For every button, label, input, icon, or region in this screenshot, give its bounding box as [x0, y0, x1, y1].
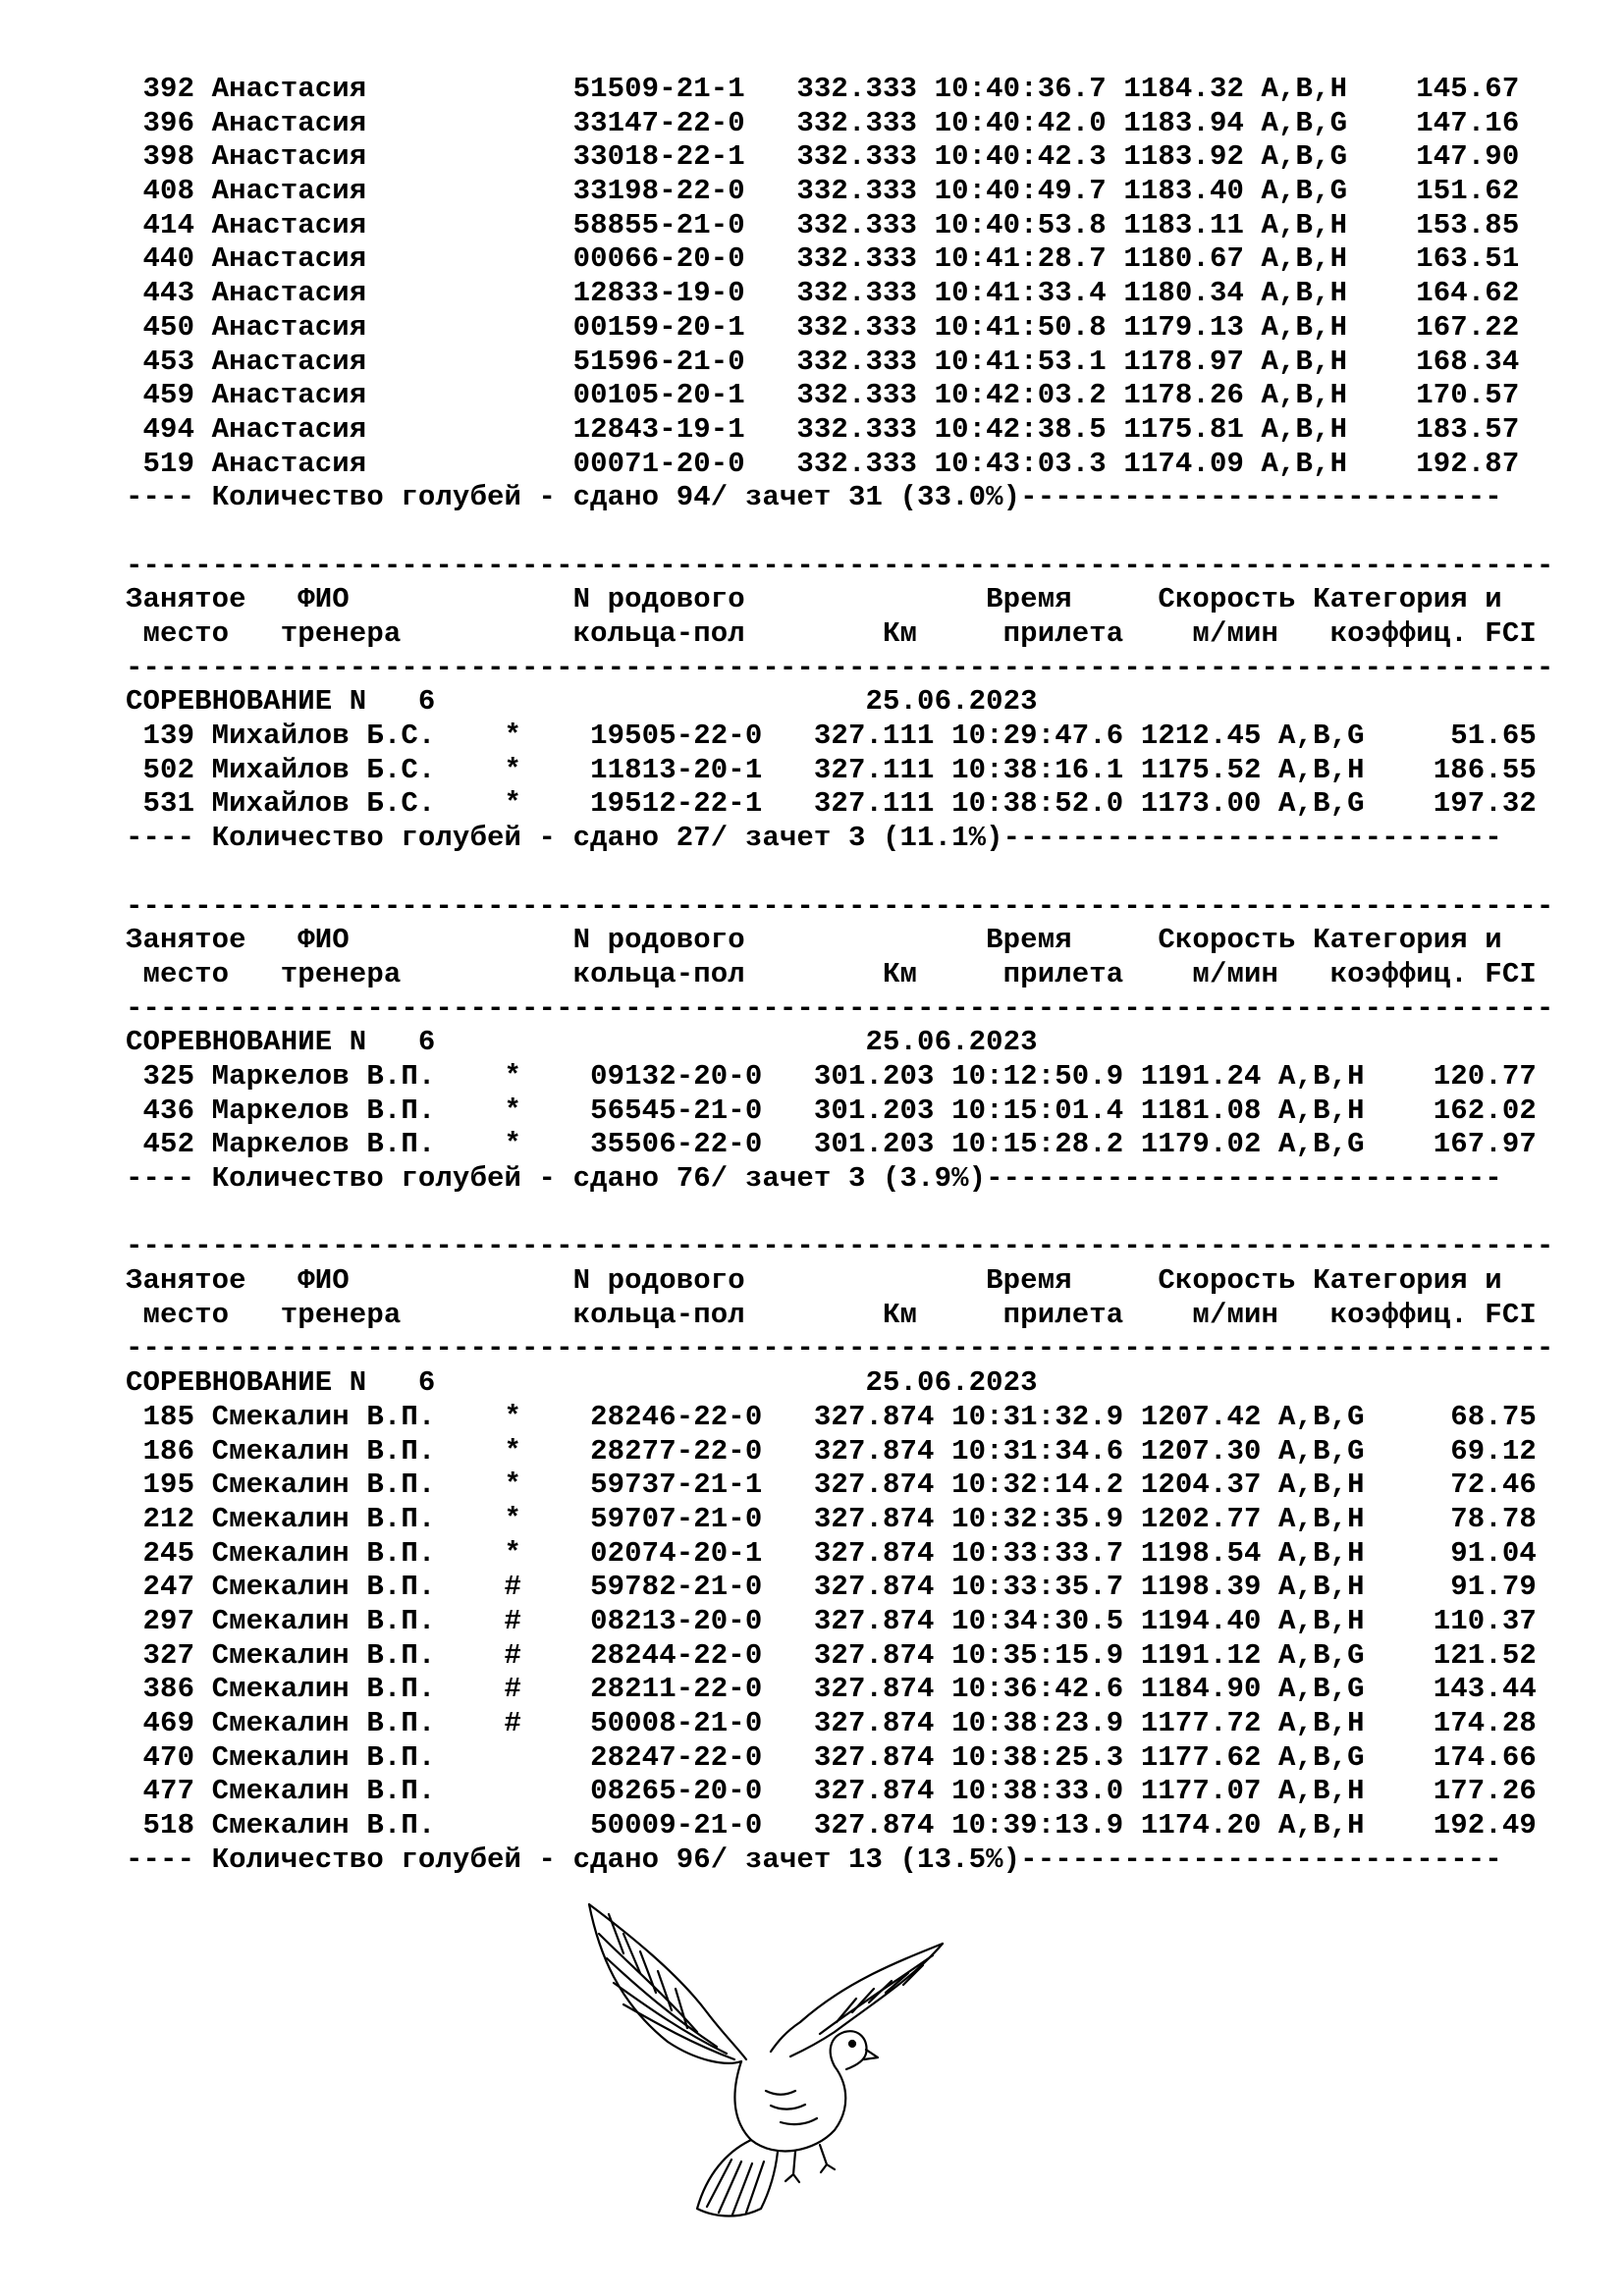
table-header-line1: Занятое ФИО N родового Время Скорость Категория и	[126, 583, 1502, 616]
section-summary: ---- Количество голубей - сдано 94/ зачет 31 (33.0%)----------------------------	[126, 481, 1502, 514]
competition-title: СОРЕВНОВАНИЕ N 6 25.06.2023	[126, 685, 1038, 719]
result-row: 396 Анастасия 33147-22-0 332.333 10:40:42.0 1183.94 A,B,G 147.16	[126, 106, 1520, 139]
competition-title: СОРЕВНОВАНИЕ N 6 25.06.2023	[126, 1366, 1038, 1400]
result-row: 502 Михайлов Б.С. * 11813-20-1 327.111 10:38:16.1 1175.52 A,B,H 186.55	[126, 753, 1537, 786]
result-row: 470 Смекалин В.П. 28247-22-0 327.874 10:38:25.3 1177.62 A,B,G 174.66	[126, 1740, 1537, 1774]
result-row: 327 Смекалин В.П. # 28244-22-0 327.874 10:35:15.9 1191.12 A,B,G 121.52	[126, 1638, 1537, 1672]
result-row: 139 Михайлов Б.С. * 19505-22-0 327.111 10:29:47.6 1212.45 A,B,G 51.65	[126, 720, 1537, 753]
separator-line: -----------------------------------------------------------------------------------	[126, 889, 1554, 923]
result-row: 398 Анастасия 33018-22-1 332.333 10:40:42.3 1183.92 A,B,G 147.90	[126, 140, 1520, 174]
result-row: 414 Анастасия 58855-21-0 332.333 10:40:53.8 1183.11 A,B,H 153.85	[126, 208, 1520, 241]
section-summary: ---- Количество голубей - сдано 96/ зачет 13 (13.5%)----------------------------	[126, 1842, 1502, 1876]
result-row: 245 Смекалин В.П. * 02074-20-1 327.874 10:33:33.7 1198.54 A,B,H 91.04	[126, 1536, 1537, 1570]
result-row: 518 Смекалин В.П. 50009-21-0 327.874 10:39:13.9 1174.20 A,B,H 192.49	[126, 1809, 1537, 1842]
result-row: 408 Анастасия 33198-22-0 332.333 10:40:49.7 1183.40 A,B,G 151.62	[126, 175, 1520, 208]
table-header-line2: место тренера кольца-пол Км прилета м/мин коэффиц. FCI	[126, 1298, 1537, 1331]
result-row: 453 Анастасия 51596-21-0 332.333 10:41:53.1 1178.97 A,B,H 168.34	[126, 345, 1520, 378]
section-summary: ---- Количество голубей - сдано 76/ зачет 3 (3.9%)------------------------------	[126, 1162, 1502, 1195]
separator-line: -----------------------------------------------------------------------------------	[126, 651, 1554, 684]
result-row: 469 Смекалин В.П. # 50008-21-0 327.874 10:38:23.9 1177.72 A,B,H 174.28	[126, 1707, 1537, 1739]
result-row: 494 Анастасия 12843-19-1 332.333 10:42:38.5 1175.81 A,B,H 183.57	[126, 412, 1520, 446]
table-header-line2: место тренера кольца-пол Км прилета м/мин коэффиц. FCI	[126, 957, 1537, 990]
separator-line: -----------------------------------------------------------------------------------	[126, 991, 1554, 1025]
spacer	[126, 1197, 1553, 1231]
result-row: 519 Анастасия 00071-20-0 332.333 10:43:03.3 1174.09 A,B,H 192.87	[126, 447, 1520, 480]
separator-line: -----------------------------------------------------------------------------------	[126, 549, 1554, 582]
result-row: 185 Смекалин В.П. * 28246-22-0 327.874 10:31:32.9 1207.42 A,B,G 68.75	[126, 1400, 1537, 1433]
result-row: 212 Смекалин В.П. * 59707-21-0 327.874 10:32:35.9 1202.77 A,B,H 78.78	[126, 1502, 1537, 1535]
result-row: 459 Анастасия 00105-20-1 332.333 10:42:03.2 1178.26 A,B,H 170.57	[126, 379, 1520, 412]
result-row: 450 Анастасия 00159-20-1 332.333 10:41:50.8 1179.13 A,B,H 167.22	[126, 310, 1520, 344]
result-row: 247 Смекалин В.П. # 59782-21-0 327.874 10:33:35.7 1198.39 A,B,H 91.79	[126, 1571, 1537, 1604]
result-row: 392 Анастасия 51509-21-1 332.333 10:40:36.7 1184.32 A,B,H 145.67	[126, 73, 1520, 105]
result-row: 531 Михайлов Б.С. * 19512-22-1 327.111 10:38:52.0 1173.00 A,B,G 197.32	[126, 787, 1537, 821]
result-row: 297 Смекалин В.П. # 08213-20-0 327.874 10:34:30.5 1194.40 A,B,H 110.37	[126, 1604, 1537, 1637]
result-row: 436 Маркелов В.П. * 56545-21-0 301.203 10:15:01.4 1181.08 A,B,H 162.02	[126, 1094, 1537, 1127]
result-row: 452 Маркелов В.П. * 35506-22-0 301.203 10:15:28.2 1179.02 A,B,G 167.97	[126, 1128, 1537, 1161]
result-row: 477 Смекалин В.П. 08265-20-0 327.874 10:38:33.0 1177.07 A,B,H 177.26	[126, 1775, 1537, 1808]
table-header-line1: Занятое ФИО N родового Время Скорость Категория и	[126, 1264, 1502, 1298]
dove-illustration	[569, 1895, 962, 2233]
result-row: 186 Смекалин В.П. * 28277-22-0 327.874 10:31:34.6 1207.30 A,B,G 69.12	[126, 1434, 1537, 1468]
separator-line: -----------------------------------------------------------------------------------	[126, 1332, 1554, 1365]
result-row: 443 Анастасия 12833-19-0 332.333 10:41:33.4 1180.34 A,B,H 164.62	[126, 277, 1520, 310]
result-row: 386 Смекалин В.П. # 28211-22-0 327.874 10:36:42.6 1184.90 A,B,G 143.44	[126, 1673, 1537, 1706]
spacer	[126, 856, 1553, 890]
result-row: 440 Анастасия 00066-20-0 332.333 10:41:28.7 1180.67 A,B,H 163.51	[126, 242, 1520, 276]
result-row: 195 Смекалин В.П. * 59737-21-1 327.874 10:32:14.2 1204.37 A,B,H 72.46	[126, 1468, 1537, 1502]
result-row: 325 Маркелов В.П. * 09132-20-0 301.203 10:12:50.9 1191.24 A,B,H 120.77	[126, 1059, 1537, 1093]
report-body	[126, 73, 1553, 1877]
spacer	[126, 515, 1553, 550]
section-summary: ---- Количество голубей - сдано 27/ зачет 3 (11.1%)-----------------------------	[126, 822, 1502, 855]
competition-title: СОРЕВНОВАНИЕ N 6 25.06.2023	[126, 1026, 1038, 1059]
table-header-line2: место тренера кольца-пол Км прилета м/мин коэффиц. FCI	[126, 617, 1537, 650]
separator-line: -----------------------------------------------------------------------------------	[126, 1230, 1554, 1263]
table-header-line1: Занятое ФИО N родового Время Скорость Категория и	[126, 924, 1502, 957]
